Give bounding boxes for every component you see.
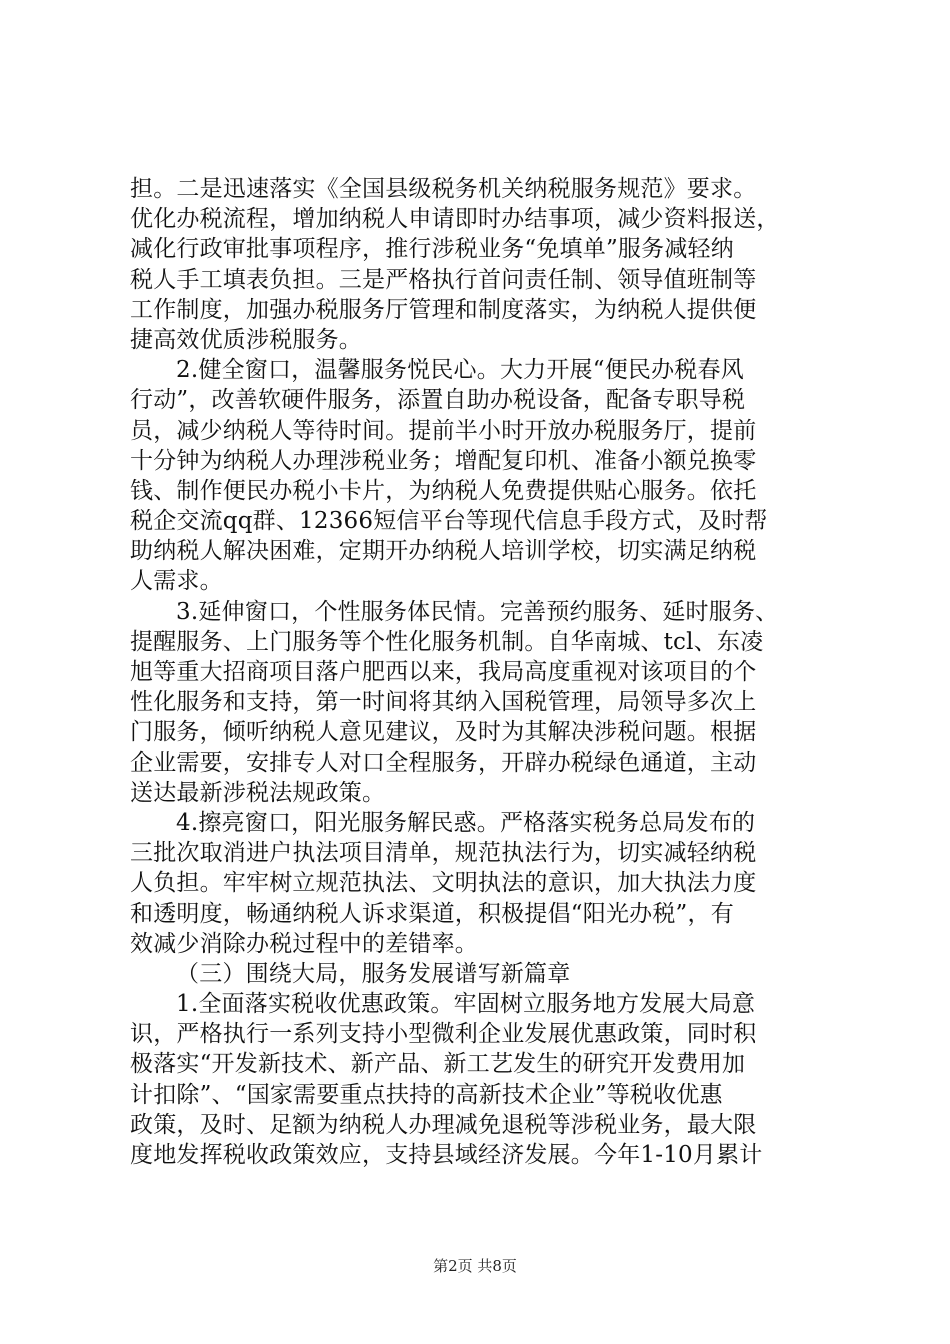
text-line: 识，严格执行一系列支持小型微利企业发展优惠政策，同时积 bbox=[130, 1021, 757, 1048]
text-line: 工作制度，加强办税服务厅管理和制度落实，为纳税人提供便 bbox=[130, 296, 757, 323]
page-footer: 第2页 共8页 bbox=[433, 1257, 517, 1275]
text-line: 税人手工填表负担。三是严格执行首问责任制、领导值班制等 bbox=[130, 266, 757, 293]
text-line: 减化行政审批事项程序，推行涉税业务“免填单”服务减轻纳 bbox=[130, 236, 734, 263]
text-line: 优化办税流程，增加纳税人申请即时办结事项，减少资料报送， bbox=[130, 206, 780, 233]
text-line: 十分钟为纳税人办理涉税业务；增配复印机、准备小额兑换零 bbox=[130, 447, 757, 474]
text-line: 钱、制作便民办税小卡片，为纳税人免费提供贴心服务。依托 bbox=[130, 477, 757, 504]
text-line: 旭等重大招商项目落户肥西以来，我局高度重视对该项目的个 bbox=[130, 659, 757, 685]
text-line: 4.擦亮窗口，阳光服务解民惑。严格落实税务总局发布的 bbox=[176, 809, 756, 836]
text-line: 人需求。 bbox=[130, 568, 223, 595]
text-line: 助纳税人解决困难，定期开办纳税人培训学校，切实满足纳税 bbox=[130, 538, 757, 565]
text-line: 企业需要，安排专人对口全程服务，开辟办税绿色通道，主动 bbox=[130, 749, 757, 776]
text-line: 税企交流qq群、12366短信平台等现代信息手段方式，及时帮 bbox=[130, 508, 768, 535]
text-line: 3.延伸窗口，个性服务体民情。完善预约服务、延时服务、 bbox=[176, 598, 779, 625]
text-line: 送达最新涉税法规政策。 bbox=[130, 779, 386, 806]
text-line: 2.健全窗口，温馨服务悦民心。大力开展“便民办税春风 bbox=[176, 357, 744, 384]
text-line: 和透明度，畅通纳税人诉求渠道，积极提倡“阳光办税”，有 bbox=[130, 900, 734, 927]
text-line: 1.全面落实税收优惠政策。牢固树立服务地方发展大局意 bbox=[176, 991, 756, 1018]
text-line: 性化服务和支持，第一时间将其纳入国税管理，局领导多次上 bbox=[130, 689, 757, 716]
text-line: 担。二是迅速落实《全国县级税务机关纳税服务规范》要求。 bbox=[130, 176, 757, 202]
text-line: 人负担。牢牢树立规范执法、文明执法的意识，加大执法力度 bbox=[130, 870, 757, 897]
text-line: 三批次取消进户执法项目清单，规范执法行为，切实减轻纳税 bbox=[130, 840, 757, 867]
text-line: 效减少消除办税过程中的差错率。 bbox=[130, 930, 478, 957]
text-line: 极落实“开发新技术、新产品、新工艺发生的研究开发费用加 bbox=[130, 1051, 746, 1078]
text-line: （三）围绕大局，服务发展谱写新篇章 bbox=[176, 960, 571, 987]
text-line: 提醒服务、上门服务等个性化服务机制。自华南城、tcl、东凌 bbox=[130, 628, 764, 655]
text-line: 政策，及时、足额为纳税人办理减免退税等涉税业务，最大限 bbox=[130, 1111, 757, 1138]
body-text bbox=[130, 174, 830, 1170]
text-line: 计扣除”、“国家需要重点扶持的高新技术企业”等税收优惠 bbox=[130, 1081, 723, 1108]
text-line: 度地发挥税收政策效应，支持县域经济发展。今年1-10月累计 bbox=[130, 1142, 763, 1168]
text-line: 捷高效优质涉税服务。 bbox=[130, 326, 362, 353]
text-line: 行动”，改善软硬件服务，添置自助办税设备，配备专职导税 bbox=[130, 387, 746, 414]
text-line: 员，减少纳税人等待时间。提前半小时开放办税服务厅，提前 bbox=[130, 417, 757, 444]
text-line: 门服务，倾听纳税人意见建议，及时为其解决涉税问题。根据 bbox=[130, 719, 757, 746]
